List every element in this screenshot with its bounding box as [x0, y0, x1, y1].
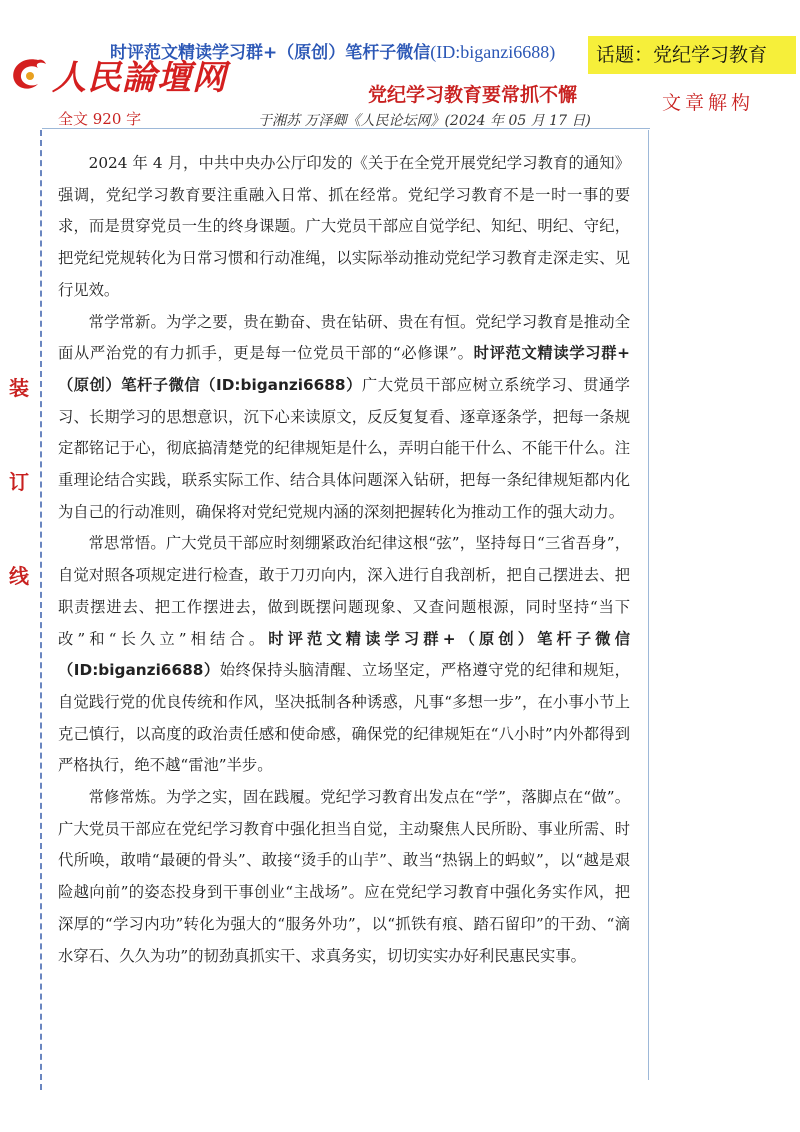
promo-text: 时评范文精读学习群+（原创）笔杆子微信（ID:biganzi6688）	[58, 629, 630, 680]
paragraph-text: 始终保持头脑清醒、立场坚定，严格遵守党的纪律和规矩，自觉践行党的优良传统和作风，坚决抵制各种诱惑，凡事“多想一步”，在小事小节上克己慎行，以高度的政治责任感和使命感，确保党的纪律规矩在“八小时”内外都得到严格执行，绝不越“雷池”半步。	[58, 661, 630, 775]
channel-text: 时评范文精读学习群+（原创）笔杆子微信	[110, 43, 431, 63]
paragraph-reflect	[58, 528, 630, 782]
paragraph-text: 常思常悟。广大党员干部应时刻绷紧政治纪律这根“弦”，坚持每日“三省吾身”，自觉对照各项规定进行检查，敢于刀刃向内，深入进行自我剖析，把自己摆进去、把职责摆进去、把工作摆进去，做到既摆问题现象、又查问题根源，同时坚持“当下改”和“长久立”相结合。	[58, 534, 630, 648]
topic-badge: 话题：党纪学习教育	[588, 36, 796, 74]
paragraph-text: 2024 年 4 月，中共中央办公厅印发的《关于在全党开展党纪学习教育的通知》强调，党纪学习教育要注重融入日常、抓在经常。党纪学习教育不是一时一事的要求，而是贯穿党员一生的终身课题。广大党员干部应自觉学纪、知纪、明纪、守纪，把党纪党规转化为日常习惯和行动准绳，以实际举动推动党纪学习教育走深走实、见行见效。	[58, 154, 630, 299]
paragraph-text: 广大党员干部应树立系统学习、贯通学习、长期学习的思想意识，沉下心来读原文，反反复复看、逐章逐条学，把每一条规定都铭记于心，彻底搞清楚党的纪律规矩是什么，弄明白能干什么、不能干什么。注重理论结合实践，联系实际工作、结合具体问题深入钻研，把每一条纪律规矩都内化为自己的行动准则，确保将对党纪党规内涵的深刻把握转化为推动工作的强大动力。	[58, 375, 630, 521]
byline: 于湘苏 万泽卿《人民论坛网》(2024 年 05 月 17 日)	[258, 113, 591, 129]
binding-dashed-line	[40, 130, 42, 1090]
article-title: 党纪学习教育要常抓不懈	[368, 84, 578, 106]
promo-text: 时评范文精读学习群+（原创）笔杆子微信（ID:biganzi6688）	[58, 344, 630, 394]
site-logo[interactable]	[8, 50, 238, 96]
header-divider	[42, 128, 650, 129]
article-body	[58, 148, 630, 972]
binding-char-1: 装	[9, 376, 29, 400]
paragraph-intro	[58, 148, 630, 307]
channel-id: (ID:biganzi6688)	[430, 42, 556, 62]
binding-char-2: 订	[9, 470, 29, 494]
logo-text: 人民論壇网	[52, 58, 227, 98]
word-count: 全文 920 字	[58, 110, 142, 128]
paragraph-study	[58, 307, 630, 529]
analysis-label: 文章解构	[662, 92, 755, 114]
logo-swirl-icon	[8, 56, 50, 92]
binding-char-3: 线	[9, 564, 29, 588]
paragraph-text: 常修常炼。为学之实，固在践履。党纪学习教育出发点在“学”，落脚点在“做”。广大党员干部应在党纪学习教育中强化担当自觉，主动聚焦人民所盼、事业所需、时代所唤，敢啃“最硬的骨头”、敢接“烫手的山芋”、敢当“热锅上的蚂蚁”，以“越是艰险越向前”的姿态投身到干事创业“主战场”。应在党纪学习教育中强化务实作风，把深厚的“学习内功”转化为强大的“服务外功”，以“抓铁有痕、踏石留印”的干劲、“滴水穿石、久久为功”的韧劲真抓实干、求真务实，切切实实办好利民惠民实事。	[58, 788, 630, 965]
paragraph-text: 常学常新。为学之要，贵在勤奋、贵在钻研、贵在有恒。党纪学习教育是推动全面从严治党的有力抓手，更是每一位党员干部的“必修课”。	[58, 312, 630, 363]
paragraph-practice	[58, 782, 630, 972]
margin-divider	[648, 130, 649, 1080]
